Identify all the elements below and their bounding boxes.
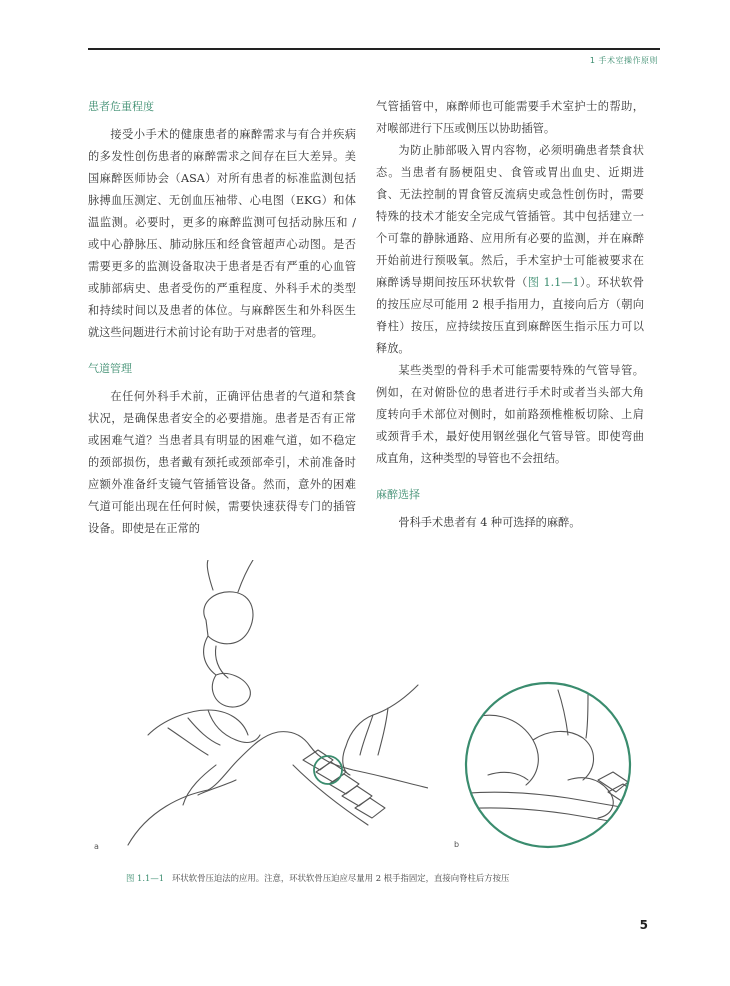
illustration-cricoid-pressure-overview [88, 560, 428, 850]
figure-cricoid-pressure [88, 560, 660, 860]
paragraph-severity: 接受小手术的健康患者的麻醉需求与有合并疾病的多发性创伤患者的麻醉需求之间存在巨大差异。美国麻醉医师协会（ASA）对所有患者的标准监测包括脉搏血压测定、无创血压袖带、心电图（EKG）和体温监测。必要时，更多的麻醉监测可包括动脉压和 / 或中心静脉压、肺动脉压和经食管超声心动图。是否需要更多的监测设备取决于患者是否有严重的心血管或肺部病史、患者受伤的严重程度、外科手术的类型和持续时间以及患者的体位。与麻醉医生和外科医生就这些问题进行术前讨论有助于对患者的管理。 [88, 128, 356, 339]
paragraph-airway: 在任何外科手术前，正确评估患者的气道和禁食状况，是确保患者安全的必要措施。患者是否有正常或困难气道？当患者具有明显的困难气道，如不稳定的颈部损伤，患者戴有颈托或颈部牵引，术前准备时应额外准备纤支镜气管插管设备。然而，意外的困难气道可能出现在任何时候，需要快速获得专门的插管设备。即使是在正常的 [88, 390, 356, 535]
figure-caption [126, 871, 666, 885]
illustration-cricoid-pressure-detail [448, 680, 648, 850]
paragraph-fasting-pre: 为防止肺部吸入胃内容物，必须明确患者禁食状态。当患者有肠梗阻史、食管或胃出血史、近期进食、无法控制的胃食管反流病史或急性创伤时，需要特殊的技术才能安全完成气管插管。其中包括建立一个可靠的静脉通路、应用所有必要的监测，并在麻醉开始前进行预吸氧。然后，手术室护士可能被要求在麻醉诱导期间按压环状软骨（ [376, 144, 644, 289]
left-column [88, 96, 356, 540]
figure-reference-link[interactable]: 图 1.1—1 [527, 276, 580, 289]
running-head: 1 手术室操作原则 [589, 56, 658, 65]
paragraph-fasting-post: ）。环状软骨的按压应尽可能用 2 根手指用力，直接向后方（朝向脊柱）按压，应持续按压直到麻醉医生指示压力可以释放。 [376, 276, 644, 355]
paragraph-anesthesia-options: 骨科手术患者有 4 种可选择的麻醉。 [398, 516, 581, 529]
section-heading-severity: 患者危重程度 [88, 100, 154, 113]
paragraph-intubation-cont: 气管插管中，麻醉师也可能需要手术室护士的帮助，对喉部进行下压或侧压以协助插管。 [376, 100, 644, 135]
paragraph-special-tube: 某些类型的骨科手术可能需要特殊的气管导管。例如，在对俯卧位的患者进行手术时或者当头部大角度转向手术部位对侧时，如前路颈椎椎板切除、上肩或颈背手术，最好使用钢丝强化气管导管。即使弯曲成直角，这种类型的导管也不会扭结。 [376, 364, 644, 465]
paragraph-fasting [376, 140, 644, 360]
detail-circle-border [466, 683, 630, 847]
header-rule [88, 48, 660, 50]
section-heading-anesthesia-choice: 麻醉选择 [376, 488, 420, 501]
section-heading-airway: 气道管理 [88, 362, 132, 375]
panel-label-b: b [454, 840, 460, 849]
figure-caption-number: 图 1.1—1 [126, 873, 165, 883]
right-column [376, 96, 644, 534]
panel-label-a: a [94, 842, 99, 851]
page-number: 5 [639, 918, 648, 932]
figure-caption-text: 环状软骨压迫法的应用。注意，环状软骨压迫应尽量用 2 根手指固定，直接向脊柱后方按压 [172, 873, 510, 883]
